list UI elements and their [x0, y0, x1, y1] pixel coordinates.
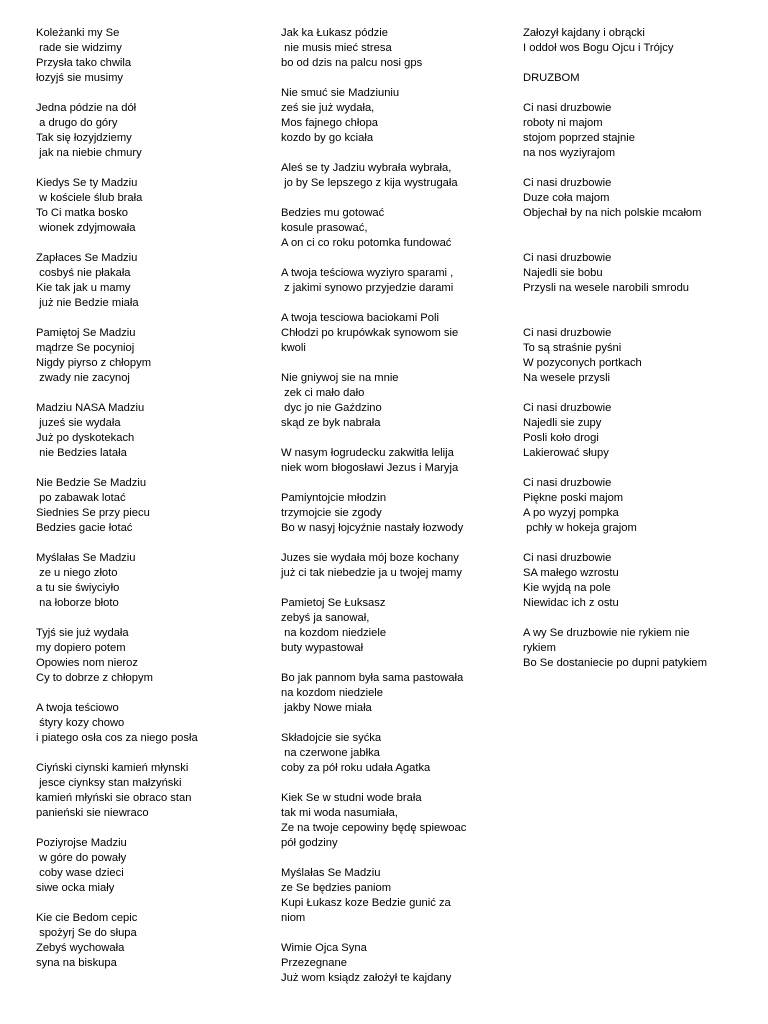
verse-line: po zabawak lotać	[36, 492, 126, 504]
verse-line: Piękne poski majom	[523, 492, 624, 504]
verse-line: Nie Bedzie Se Madziu	[36, 477, 147, 489]
verse-line: Ci nasi druzbowie	[523, 102, 612, 114]
verse-line: na łoborze błoto	[36, 597, 119, 609]
verse-line: Siednies Se przy piecu	[36, 507, 150, 519]
verse-line: mądrze Se pocynioj	[36, 342, 135, 354]
verse-line: Ci nasi druzbowie	[523, 252, 612, 264]
verse-line: Już po dyskotekach	[36, 432, 135, 444]
verse-line: na kozdom niedziele	[281, 687, 383, 699]
verse-line: skąd ze byk nabrała	[281, 417, 381, 429]
stanza	[36, 101, 256, 161]
stanza	[281, 671, 506, 716]
verse-line: Koleżanki my Se	[36, 27, 120, 39]
verse-line: Nie gniywoj sie na mnie	[281, 372, 399, 384]
verse-line: Przysli na wesele narobili smrodu	[523, 282, 690, 294]
stanza	[281, 866, 506, 926]
verse-line: A on ci co roku potomka fundować	[281, 237, 452, 249]
verse-line: Zebyś wychowała	[36, 942, 125, 954]
stanza	[36, 551, 256, 611]
verse-line: kosule prasować,	[281, 222, 368, 234]
verse-line: zebyś ja sanował,	[281, 612, 370, 624]
verse-line: Jak ka Łukasz pódzie	[281, 27, 388, 39]
stanza	[523, 26, 758, 56]
verse-line: Kie wyjdą na pole	[523, 582, 611, 594]
verse-line: buty wypastował	[281, 642, 364, 654]
verse-line: już nie Bedzie miała	[36, 297, 139, 309]
verse-line: Cy to dobrze z chłopym	[36, 672, 153, 684]
verse-line: A twoja tesciowa baciokami Poli	[281, 312, 439, 324]
verse-line: Duze coła majom	[523, 192, 610, 204]
verse-line: Bedzies mu gotować	[281, 207, 385, 219]
verse-line: spożyrj Se do słupa	[36, 927, 137, 939]
verse-line: wionek zdyjmowała	[36, 222, 136, 234]
verse-line: łozyjś sie musimy	[36, 72, 124, 84]
verse-line: na nos wyziyrajom	[523, 147, 616, 159]
verse-line: pchły w hokeja grajom	[523, 522, 637, 534]
stanza	[36, 476, 256, 536]
verse-line: ześ sie już wydała,	[281, 102, 375, 114]
stanza	[36, 26, 256, 86]
verse-line: jak na niebie chmury	[36, 147, 142, 159]
stanza	[281, 206, 506, 251]
stanza	[36, 251, 256, 311]
verse-line: stojom poprzed stajnie	[523, 132, 635, 144]
verse-line: w kościele ślub brała	[36, 192, 143, 204]
verse-line: zek ci mało dało	[281, 387, 365, 399]
stanza	[36, 761, 256, 821]
verse-line: Kie cie Bedom cepic	[36, 912, 138, 924]
verse-line: jakby Nowe miała	[281, 702, 372, 714]
verse-line: Najedli sie zupy	[523, 417, 602, 429]
verse-line: bo od dzis na palcu nosi gps	[281, 57, 423, 69]
verse-line: a tu sie świyciyło	[36, 582, 120, 594]
stanza	[36, 401, 256, 461]
stanza	[281, 266, 506, 296]
verse-line: w góre do powały	[36, 852, 127, 864]
stanza	[36, 836, 256, 896]
stanza	[523, 251, 758, 296]
verse-line: na czerwone jabłka	[281, 747, 380, 759]
poem-column-1	[36, 26, 256, 986]
verse-line: SA małego wzrostu	[523, 567, 619, 579]
verse-line: już ci tak niebedzie ja u twojej mamy	[281, 567, 462, 579]
verse-line: ze u niego złoto	[36, 567, 118, 579]
verse-line: Ci nasi druzbowie	[523, 552, 612, 564]
verse-line: Ze na twoje cepowiny będę spiewoac	[281, 822, 467, 834]
verse-line: Nie smuć sie Madziuniu	[281, 87, 400, 99]
verse-line: Bedzies gacie łotać	[36, 522, 133, 534]
stanza	[523, 101, 758, 161]
stanza	[523, 476, 758, 536]
verse-line: roboty ni majom	[523, 117, 603, 129]
verse-line: Kiedys Se ty Madziu	[36, 177, 138, 189]
verse-line: To Ci matka bosko	[36, 207, 129, 219]
verse-line: my dopiero potem	[36, 642, 126, 654]
verse-line: Przysła tako chwila	[36, 57, 132, 69]
verse-line: Kie tak jak u mamy	[36, 282, 131, 294]
verse-line: Bo w nasyj łojcyźnie nastały łozwody	[281, 522, 464, 534]
stanza	[281, 551, 506, 581]
verse-line: Juzes sie wydała mój boze kochany	[281, 552, 459, 564]
stanza	[523, 326, 758, 386]
verse-line: nie Bedzies latała	[36, 447, 127, 459]
verse-line: a drugo do góry	[36, 117, 118, 129]
verse-line: Nigdy piyrso z chłopym	[36, 357, 152, 369]
verse-line: niom	[281, 912, 306, 924]
verse-line: Madziu NASA Madziu	[36, 402, 145, 414]
stanza	[281, 731, 506, 776]
verse-line: kamień młyński sie obraco stan	[36, 792, 192, 804]
verse-line: dyc jo nie Gaździno	[281, 402, 382, 414]
verse-line: Lakierować słupy	[523, 447, 609, 459]
verse-line: jesce ciynksy stan małzyński	[36, 777, 182, 789]
verse-line: cosbyś nie płakała	[36, 267, 131, 279]
stanza	[36, 701, 256, 746]
verse-line: kozdo by go kciała	[281, 132, 374, 144]
verse-line: Już wom ksiądz założył te kajdany	[281, 972, 452, 984]
verse-line: Pamiętoj Se Madziu	[36, 327, 136, 339]
verse-line: Poziyrojse Madziu	[36, 837, 127, 849]
verse-line: rade sie widzimy	[36, 42, 122, 54]
stanza	[281, 371, 506, 431]
verse-line: Opowies nom nieroz	[36, 657, 138, 669]
stanza	[523, 626, 758, 671]
stanza	[281, 491, 506, 536]
verse-line: ze Se będzies paniom	[281, 882, 392, 894]
stanza	[523, 401, 758, 461]
verse-line: Tyjś sie już wydała	[36, 627, 129, 639]
verse-line: coby za pół roku udała Agatka	[281, 762, 431, 774]
verse-line: śtyry kozy chowo	[36, 717, 125, 729]
stanza	[281, 311, 506, 356]
verse-line: siwe ocka miały	[36, 882, 115, 894]
verse-line: I oddoł wos Bogu Ojcu i Trójcy	[523, 42, 674, 54]
stanza	[281, 161, 506, 191]
verse-line: niek wom błogosławi Jezus i Maryja	[281, 462, 459, 474]
verse-line: A wy Se druzbowie nie rykiem nie	[523, 627, 690, 639]
verse-line: rykiem	[523, 642, 556, 654]
verse-line: na kozdom niedziele	[281, 627, 387, 639]
verse-line: jo by Se lepszego z kija wystrugała	[281, 177, 458, 189]
verse-line: Ci nasi druzbowie	[523, 177, 612, 189]
verse-line: coby wase dzieci	[36, 867, 124, 879]
verse-line: Ci nasi druzbowie	[523, 477, 612, 489]
verse-line: kwoli	[281, 342, 306, 354]
verse-line: Bo Se dostaniecie po dupni patykiem	[523, 657, 708, 669]
verse-line: panieński sie niewraco	[36, 807, 149, 819]
verse-line: To są straśnie pyśni	[523, 342, 622, 354]
verse-line: A twoja teściowo	[36, 702, 119, 714]
verse-line: i piatego osła cos za niego posła	[36, 732, 198, 744]
verse-line: Zapłaces Se Madziu	[36, 252, 138, 264]
verse-line: Na wesele przysli	[523, 372, 611, 384]
verse-line: Najedli sie bobu	[523, 267, 603, 279]
verse-line: Ci nasi druzbowie	[523, 402, 612, 414]
verse-line: Chłodzi po krupówkak synowom sie	[281, 327, 459, 339]
stanza	[36, 176, 256, 236]
stanza	[281, 446, 506, 476]
verse-line: syna na biskupa	[36, 957, 117, 969]
verse-line: z jakimi synowo przyjedzie darami	[281, 282, 454, 294]
verse-line: Ci nasi druzbowie	[523, 327, 612, 339]
verse-line: Ciyński ciynski kamień młynski	[36, 762, 189, 774]
verse-line: A po wyzyj pompka	[523, 507, 619, 519]
stanza	[36, 626, 256, 686]
verse-line: Niewidac ich z ostu	[523, 597, 619, 609]
verse-line: Myślałas Se Madziu	[281, 867, 381, 879]
verse-line: trzymojcie sie zgody	[281, 507, 382, 519]
stanza	[281, 86, 506, 146]
verse-line: tak mi woda nasumiała,	[281, 807, 398, 819]
stanza	[281, 26, 506, 71]
verse-line: Przezegnane	[281, 957, 347, 969]
verse-line: Myślałas Se Madziu	[36, 552, 136, 564]
verse-line: Pamiyntojcie młodzin	[281, 492, 387, 504]
verse-line: Kiek Se w studni wode brała	[281, 792, 422, 804]
stanza	[523, 176, 758, 221]
verse-line: Mos fajnego chłopa	[281, 117, 379, 129]
verse-line: nie musis mieć stresa	[281, 42, 392, 54]
verse-line: DRUZBOM	[523, 72, 580, 84]
verse-line: Wimie Ojca Syna	[281, 942, 367, 954]
stanza	[281, 941, 506, 986]
verse-line: Tak się łozyjdziemy	[36, 132, 132, 144]
verse-line: Posli koło drogi	[523, 432, 599, 444]
verse-line: pół godziny	[281, 837, 338, 849]
verse-line: Kupi Łukasz koze Bedzie gunić za	[281, 897, 451, 909]
verse-line: W nasym łogrudecku zakwitła lelija	[281, 447, 454, 459]
stanza	[281, 596, 506, 656]
verse-line: Jedna pódzie na dół	[36, 102, 137, 114]
verse-line: W pozyconych portkach	[523, 357, 642, 369]
stanza	[36, 326, 256, 386]
verse-line: Objechał by na nich polskie mcałom	[523, 207, 702, 219]
verse-line: juześ sie wydała	[36, 417, 121, 429]
stanza	[523, 551, 758, 611]
verse-line: Aleś se ty Jadziu wybrała wybrała,	[281, 162, 452, 174]
verse-line: Składojcie sie syćka	[281, 732, 382, 744]
stanza	[281, 791, 506, 851]
verse-line: Załozył kajdany i obrącki	[523, 27, 645, 39]
poem-column-2	[281, 26, 506, 1001]
poem-column-3	[523, 26, 758, 686]
stanza	[523, 71, 758, 86]
verse-line: A twoja teściowa wyziyro sparami ,	[281, 267, 454, 279]
verse-line: Bo jak pannom była sama pastowała	[281, 672, 464, 684]
verse-line: zwady nie zacynoj	[36, 372, 130, 384]
stanza	[36, 911, 256, 971]
verse-line: Pamietoj Se Łuksasz	[281, 597, 386, 609]
